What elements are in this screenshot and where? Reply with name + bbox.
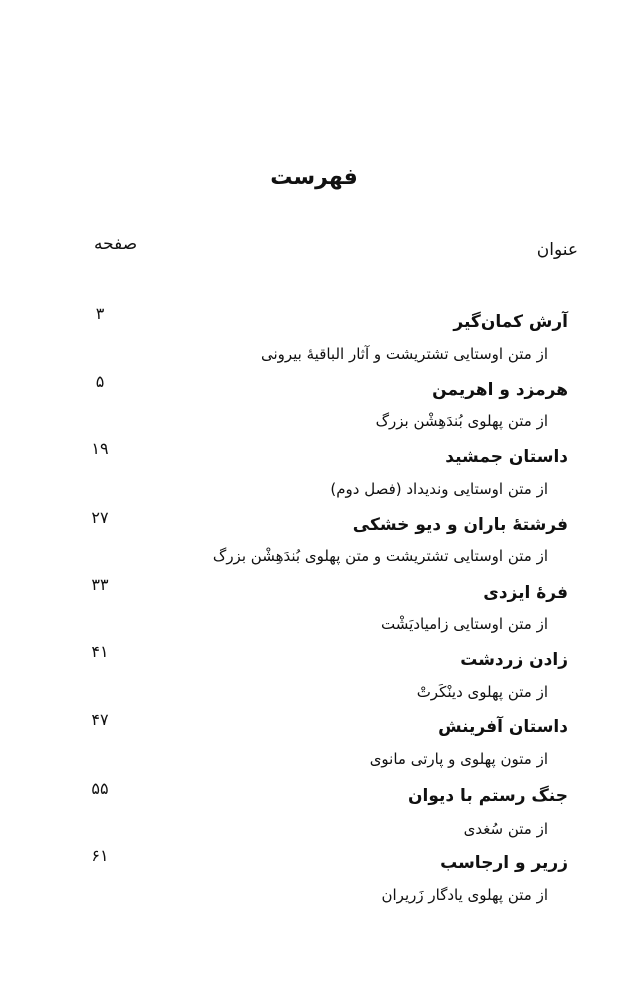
toc-entry-source: از متن اوستایی وندیداد (فصل دوم) (330, 480, 548, 498)
toc-entry-title[interactable]: زادن زردشت (460, 650, 568, 670)
toc-entry-page: ۴۷ (91, 710, 109, 729)
toc-entry-page: ۱۹ (91, 439, 109, 458)
toc-entry-page: ۲۷ (91, 508, 109, 527)
toc-entry-page: ۳۳ (91, 575, 109, 594)
toc-entry-title[interactable]: داستان آفرینش (438, 717, 568, 737)
toc-entry-source: از متون پهلوی و پارتی مانوی (369, 750, 548, 768)
toc-entry-title[interactable]: جنگ رستم با دیوان (408, 786, 568, 806)
toc-entry-page: ۴۱ (91, 642, 109, 661)
toc-entry-title[interactable]: فرشتهٔ باران و دیو خشکی (352, 515, 568, 535)
toc-entry-title[interactable]: زریر و ارجاسب (440, 853, 568, 873)
toc-entry-title[interactable]: فرهٔ ایزدی (483, 583, 568, 603)
toc-entry-source: از متن سُغدی (463, 820, 548, 838)
toc-entry-page: ۵۵ (91, 779, 109, 798)
page-column-header: صفحه (94, 234, 138, 254)
toc-entry-title[interactable]: هرمزد و اهریمن (432, 380, 568, 400)
toc-entry-source: از متن اوستایی تشتریشت و آثار الباقیهٔ بیرونی (260, 345, 548, 363)
page-title: فهرست (270, 165, 358, 190)
toc-entry-source: از متن پهلوی بُندَهِشْن بزرگ (375, 412, 548, 430)
toc-entry-page: ۵ (95, 372, 105, 391)
toc-entry-page: ۳ (95, 304, 105, 323)
title-column-header: عنوان (536, 240, 578, 260)
toc-entry-source: از متن اوستایی زامیادیَشْت (381, 615, 548, 633)
toc-entry-source: از متن پهلوی دینْکَرتْ (416, 683, 548, 701)
toc-entry-source: از متن اوستایی تشتریشت و متن پهلوی بُندَهِشْن بزرگ (212, 547, 548, 565)
toc-entry-title[interactable]: آرش کمان‌گیر (453, 312, 568, 332)
toc-entry-title[interactable]: داستان جمشید (445, 447, 568, 467)
toc-entry-page: ۶۱ (91, 846, 109, 865)
toc-entry-source: از متن پهلوی یادگار زَریران (381, 886, 548, 904)
